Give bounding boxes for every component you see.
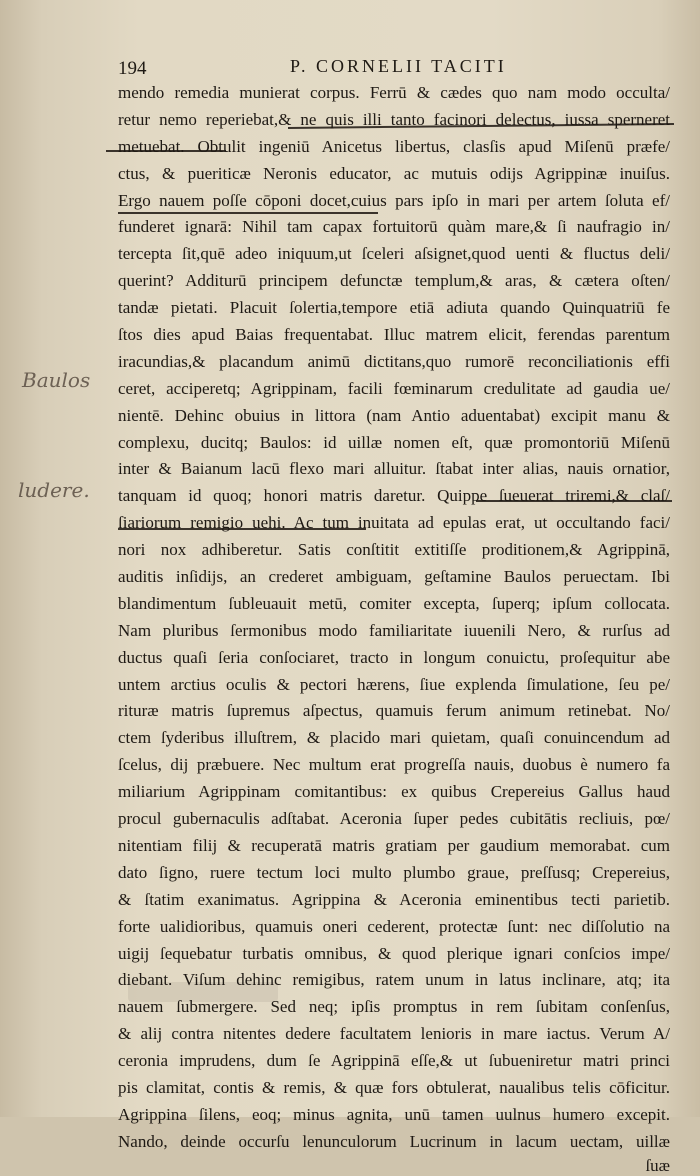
text-line: tercepta ſit,quē adeo iniquum,ut ſceleri aſsignet,quod uenti & fluctus deli/ bbox=[118, 244, 670, 264]
text-line: ſcelus, dij præbuere. Nec multum erat progreſſa nauis, duobus è numero fa bbox=[118, 755, 670, 775]
text-line: ductus quaſi ſeria conſociaret, tracto in longum conuictu, proſequitur abe bbox=[118, 647, 670, 667]
text-line: diebant. Viſum dehinc remigibus, ratem unum in latus inclinare, atq; ita bbox=[118, 970, 670, 990]
text-line: metuebat. Obtulit ingeniū Anicetus libertus, clasſis apud Miſenū præfe/ bbox=[118, 136, 670, 156]
text-line: nauem ſubmergere. Sed neq; ipſis promptus in rem ſubitam conſenſus, bbox=[118, 997, 670, 1017]
text-line: complexu, ducitq; Baulos: id uillæ nomen eſt, quæ promontoriū Miſenū bbox=[118, 432, 670, 452]
text-line: nientē. Dehinc obuius in littora (nam Antio aduentabat) excipit manu & bbox=[118, 405, 670, 425]
text-line: dato ſigno, ruere tectum loci multo plumbo graue, preſſusq; Crepereius, bbox=[118, 862, 670, 882]
text-line: forte ualidioribus, quamuis oneri cederent, protectæ ſunt: nec diſſolutio na bbox=[118, 916, 670, 936]
text-line: untem arctius oculis & pectori hærens, ſiue explenda ſimulatione, ſeu pe/ bbox=[118, 674, 670, 694]
text-line: ceronia imprudens, dum ſe Agrippinā eſſe,& ut ſubueniretur matri princi bbox=[118, 1051, 670, 1071]
text-line: Agrippina ſilens, eoq; minus agnita, unū tamen uulnus humero excepit. bbox=[118, 1104, 670, 1124]
text-line: tanquam id quoq; honori matris daretur. Quippe ſueuerat triremi,& claſ/ bbox=[118, 486, 670, 506]
text-line: querint? Additurū principem defunctæ templum,& aras, & cætera oſten/ bbox=[118, 271, 670, 291]
text-line: auditis inſidijs, an crederet ambiguam, geſtamine Baulos peruectam. Ibi bbox=[118, 567, 670, 587]
text-line: tandæ pietati. Placuit ſolertia,tempore etiā adiuta quando Quinquatriū fe bbox=[118, 298, 670, 318]
text-line: funderet ignarā: Nihil tam capax fortuitorū quàm mare,& ſi naufragio in/ bbox=[118, 217, 670, 237]
text-line: miliarium Agrippinam comitantibus: ex quibus Crepereius Gallus haud bbox=[118, 782, 670, 802]
text-line: iracundias,& placandum animū dictitans,quo rumorē reconciliationis effi bbox=[118, 351, 670, 371]
text-line: uigij ſequebatur turbatis omnibus, & quod plerique ignari conſcios impe/ bbox=[118, 943, 670, 963]
text-line: rituræ matris ſupremus aſpectus, quamuis ferum animum retinebat. No/ bbox=[118, 701, 670, 721]
text-line: & ſtatim exanimatus. Agrippina & Aceronia eminentibus tecti parietib. bbox=[118, 889, 670, 909]
text-line: ſiariorum remigio uehi. Ac tum inuitata ad epulas erat, ut occultando faci/ bbox=[118, 513, 670, 533]
folio-number: 194 bbox=[118, 58, 147, 79]
running-head: P. CORNELII TACITI bbox=[290, 56, 507, 76]
text-line: Nam pluribus ſermonibus modo familiaritate iuuenili Nero, & rurſus ad bbox=[118, 620, 670, 640]
text-line: nori nox adhiberetur. Satis conſtitit extitiſſe proditionem,& Agrippinā, bbox=[118, 540, 670, 560]
text-line: ceret, acciperetq; Agrippinam, facili fœminarum credulitate ad gaudia ue/ bbox=[118, 378, 670, 398]
text-line: Ergo nauem poſſe cōponi docet,cuius pars ipſo in mari per artem ſoluta ef/ bbox=[118, 190, 670, 210]
text-line: procul gubernaculis adſtabat. Aceronia ſuper pedes cubitātis recliuis, pœ/ bbox=[118, 809, 670, 829]
text-line: ctus, & pueriticæ Neronis educator, ac mutuis odijs Agrippinæ inuiſus. bbox=[118, 163, 670, 183]
catchword: ſuæ bbox=[645, 1155, 670, 1175]
text-line: ctem ſyderibus illuſtrem, & placido mari quietam, quaſi conuincendum ad bbox=[118, 728, 670, 748]
text-line: Nando, deinde occurſu lenunculorum Lucrinum in lacum uectam, uillæ bbox=[118, 1131, 670, 1151]
text-line: mendo remedia munierat corpus. Ferrū & cædes quo nam modo occulta/ bbox=[118, 83, 670, 102]
text-line: nitentiam filij & recuperatā matris gratiam per gaudium memorabat. cum bbox=[118, 835, 670, 855]
text-line: pis clamitat, contis & remis, & quæ fors obtulerat, naualibus telis cōficitur. bbox=[118, 1077, 670, 1097]
text-line: inter & Baianum lacū flexo mari alluitur. ſtabat inter alias, nauis ornatior, bbox=[118, 459, 670, 479]
margin-note-baulos: Baulos bbox=[22, 368, 91, 392]
main-text bbox=[118, 80, 670, 1176]
margin-note-ludere: ludere. bbox=[18, 478, 90, 502]
text-line: retur nemo reperiebat,& ne quis illi tanto facinori delectus, iussa sperneret bbox=[118, 109, 670, 129]
text-line: blandimentum ſubleuauit metū, comiter excepta, ſuperq; ipſum collocata. bbox=[118, 593, 670, 613]
text-line: & alij contra nitentes dedere facultatem lenioris in mare iactus. Verum A/ bbox=[118, 1024, 670, 1044]
text-line: ſtos dies apud Baias frequentabat. Illuc matrem elicit, ferendas parentum bbox=[118, 325, 670, 345]
